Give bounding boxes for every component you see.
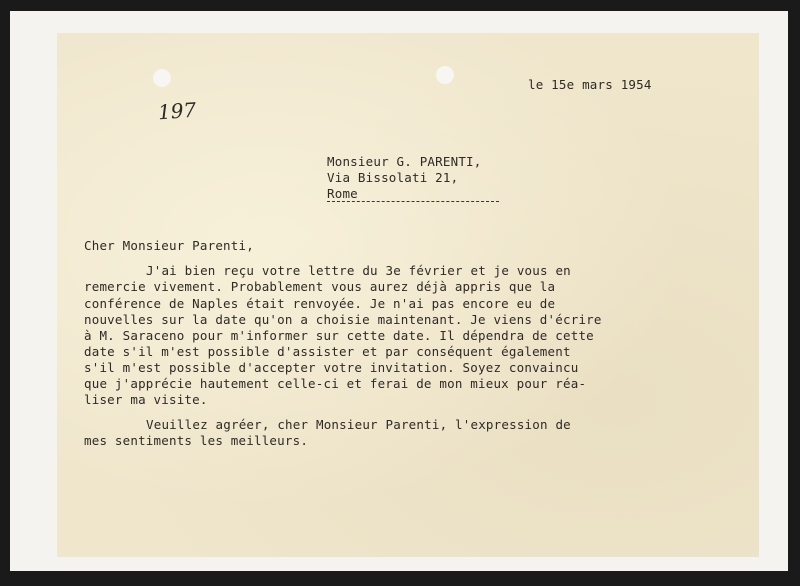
body-line: nouvelles sur la date qu'on a choisie maintenant. Je viens d'écrire <box>84 312 602 327</box>
body-line: conférence de Naples était renvoyée. Je n'ai pas encore eu de <box>84 296 556 311</box>
body-line: que j'apprécie hautement celle-ci et ferai de mon mieux pour réa- <box>84 376 587 391</box>
recipient-city: Rome <box>327 186 358 201</box>
body-line: à M. Saraceno pour m'informer sur cette date. Il dépendra de cette <box>84 328 594 343</box>
punch-hole-right <box>436 66 454 84</box>
recipient-underline <box>327 201 499 202</box>
recipient-name: Monsieur G. PARENTI, <box>327 154 482 169</box>
body-line: liser ma visite. <box>84 392 208 407</box>
salutation: Cher Monsieur Parenti, <box>84 238 254 253</box>
body-line: date s'il m'est possible d'assister et par conséquent également <box>84 344 571 359</box>
body-line: s'il m'est possible d'accepter votre invitation. Soyez convaincu <box>84 360 579 375</box>
letter-paper <box>57 33 759 557</box>
letter-date: le 15e mars 1954 <box>528 77 652 92</box>
body-line: J'ai bien reçu votre lettre du 3e février et je vous en <box>146 263 571 278</box>
body-line: remercie vivement. Probablement vous aurez déjà appris que la <box>84 279 556 294</box>
recipient-street: Via Bissolati 21, <box>327 170 459 185</box>
body-line: Veuillez agréer, cher Monsieur Parenti, l'expression de <box>146 417 571 432</box>
body-line: mes sentiments les meilleurs. <box>84 433 309 448</box>
photo-card <box>10 11 788 571</box>
archive-number-handwritten: 197 <box>157 97 197 125</box>
punch-hole-left <box>153 69 171 87</box>
